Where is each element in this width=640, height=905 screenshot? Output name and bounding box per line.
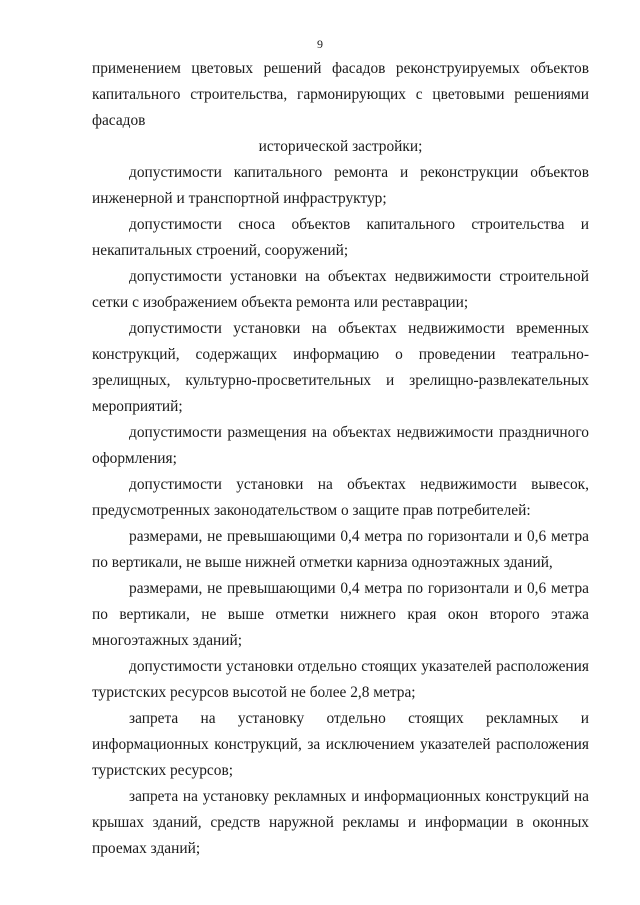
paragraph-5: допустимости установки на объектах недвижимости строительной сетки с изображением объекта ремонта или реставрации; bbox=[92, 268, 589, 311]
body-text bbox=[92, 56, 589, 862]
paragraph-2: исторической застройки; bbox=[258, 138, 423, 155]
paragraph-11: допустимости установки отдельно стоящих указателей расположения туристских ресурсов высотой не более 2,8 метра; bbox=[92, 658, 589, 701]
paragraph-7: допустимости размещения на объектах недвижимости праздничного оформления; bbox=[92, 424, 589, 467]
paragraph-4: допустимости сноса объектов капитального строительства и некапитальных строений, сооружений; bbox=[92, 216, 589, 259]
page-number: 9 bbox=[317, 37, 323, 51]
paragraph-13: запрета на установку рекламных и информационных конструкций на крышах зданий, средств наружной рекламы и информации в оконных проемах зданий; bbox=[92, 788, 589, 857]
paragraph-12: запрета на установку отдельно стоящих рекламных и информационных конструкций, за исключением указателей расположения туристских ресурсов; bbox=[92, 710, 589, 779]
paragraph-3: допустимости капитального ремонта и реконструкции объектов инженерной и транспортной инфраструктур; bbox=[92, 164, 589, 207]
paragraph-1: применением цветовых решений фасадов реконструируемых объектов капитального строительства, гармонирующих с цветовыми решениями фасадов bbox=[92, 60, 589, 129]
paragraph-9: размерами, не превышающими 0,4 метра по горизонтали и 0,6 метра по вертикали, не выше нижней отметки карниза одноэтажных зданий, bbox=[92, 528, 589, 571]
paragraph-6: допустимости установки на объектах недвижимости временных конструкций, содержащих информацию о проведении театрально-зрелищных, культурно-просветительных и зрелищно-развлекательных мероприятий; bbox=[92, 320, 589, 415]
paragraph-8: допустимости установки на объектах недвижимости вывесок, предусмотренных законодательством о защите прав потребителей: bbox=[92, 476, 589, 519]
paragraph-10: размерами, не превышающими 0,4 метра по горизонтали и 0,6 метра по вертикали, не выше отметки нижнего края окон второго этажа многоэтажных зданий; bbox=[92, 580, 589, 649]
